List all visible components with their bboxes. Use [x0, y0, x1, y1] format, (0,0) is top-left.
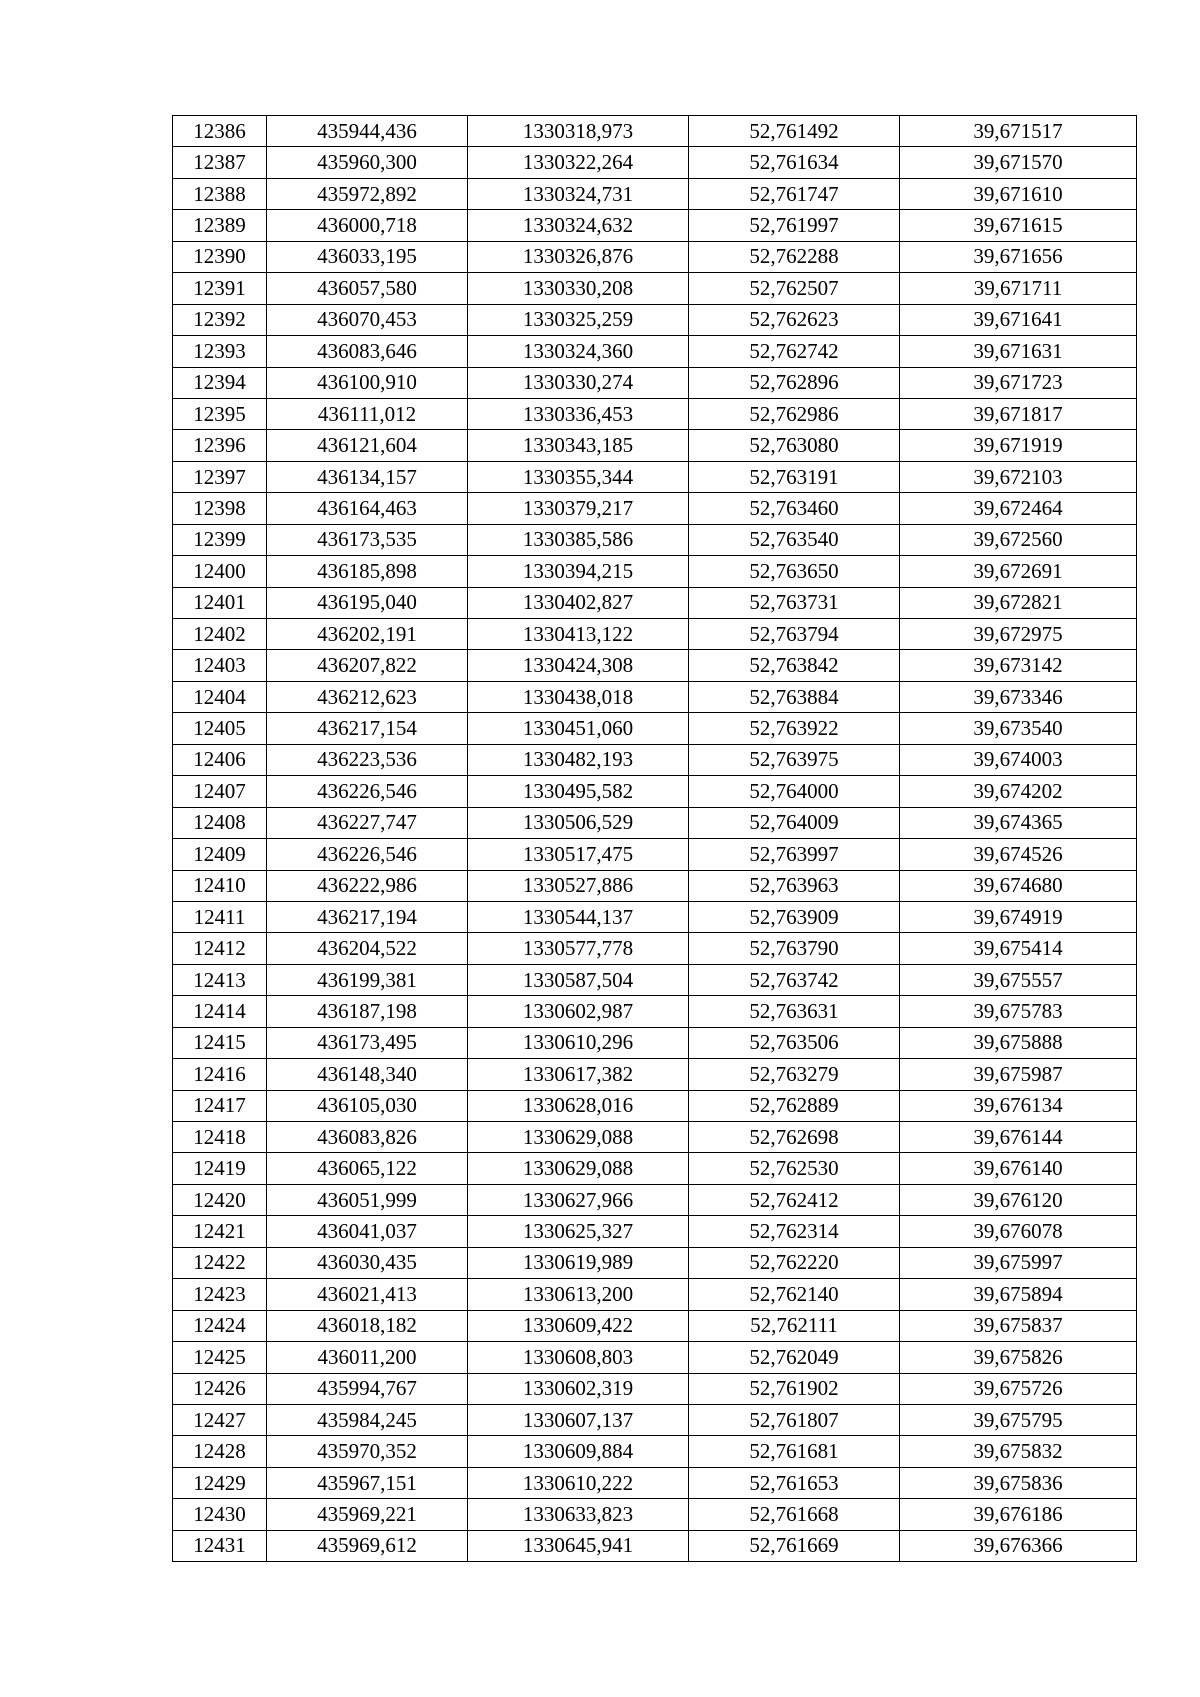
- table-row: [173, 1499, 1137, 1530]
- y-coordinate-cell: 1330625,327: [468, 1216, 689, 1247]
- x-coordinate-cell: 436204,522: [267, 933, 468, 964]
- y-coordinate-cell: 1330602,319: [468, 1373, 689, 1404]
- latitude-cell: 52,763922: [689, 713, 900, 744]
- latitude-cell: 52,762288: [689, 241, 900, 272]
- y-coordinate-cell: 1330495,582: [468, 776, 689, 807]
- x-coordinate-cell: 435969,612: [267, 1530, 468, 1561]
- y-coordinate-cell: 1330385,586: [468, 524, 689, 555]
- longitude-cell: 39,672103: [900, 461, 1137, 492]
- point-number-cell: 12388: [173, 178, 267, 209]
- point-number-cell: 12405: [173, 713, 267, 744]
- latitude-cell: 52,762507: [689, 273, 900, 304]
- table-row: [173, 461, 1137, 492]
- y-coordinate-cell: 1330517,475: [468, 839, 689, 870]
- point-number-cell: 12400: [173, 556, 267, 587]
- longitude-cell: 39,673142: [900, 650, 1137, 681]
- longitude-cell: 39,672821: [900, 587, 1137, 618]
- x-coordinate-cell: 435994,767: [267, 1373, 468, 1404]
- point-number-cell: 12393: [173, 336, 267, 367]
- longitude-cell: 39,673346: [900, 681, 1137, 712]
- x-coordinate-cell: 436134,157: [267, 461, 468, 492]
- table-row: [173, 1404, 1137, 1435]
- y-coordinate-cell: 1330607,137: [468, 1404, 689, 1435]
- y-coordinate-cell: 1330527,886: [468, 870, 689, 901]
- point-number-cell: 12387: [173, 147, 267, 178]
- y-coordinate-cell: 1330451,060: [468, 713, 689, 744]
- point-number-cell: 12408: [173, 807, 267, 838]
- latitude-cell: 52,763742: [689, 964, 900, 995]
- point-number-cell: 12425: [173, 1342, 267, 1373]
- table-row: [173, 1310, 1137, 1341]
- latitude-cell: 52,762698: [689, 1122, 900, 1153]
- coordinate-table-body: [173, 116, 1137, 1562]
- y-coordinate-cell: 1330343,185: [468, 430, 689, 461]
- latitude-cell: 52,761492: [689, 116, 900, 147]
- table-row: [173, 807, 1137, 838]
- latitude-cell: 52,762412: [689, 1184, 900, 1215]
- x-coordinate-cell: 436217,154: [267, 713, 468, 744]
- latitude-cell: 52,763909: [689, 901, 900, 932]
- table-row: [173, 996, 1137, 1027]
- table-row: [173, 1216, 1137, 1247]
- y-coordinate-cell: 1330617,382: [468, 1059, 689, 1090]
- latitude-cell: 52,761668: [689, 1499, 900, 1530]
- x-coordinate-cell: 436227,747: [267, 807, 468, 838]
- point-number-cell: 12395: [173, 398, 267, 429]
- point-number-cell: 12411: [173, 901, 267, 932]
- longitude-cell: 39,675783: [900, 996, 1137, 1027]
- longitude-cell: 39,674919: [900, 901, 1137, 932]
- longitude-cell: 39,671817: [900, 398, 1137, 429]
- y-coordinate-cell: 1330318,973: [468, 116, 689, 147]
- table-row: [173, 1436, 1137, 1467]
- x-coordinate-cell: 435969,221: [267, 1499, 468, 1530]
- longitude-cell: 39,676078: [900, 1216, 1137, 1247]
- latitude-cell: 52,761653: [689, 1467, 900, 1498]
- longitude-cell: 39,675795: [900, 1404, 1137, 1435]
- latitude-cell: 52,763997: [689, 839, 900, 870]
- x-coordinate-cell: 436202,191: [267, 619, 468, 650]
- x-coordinate-cell: 436223,536: [267, 744, 468, 775]
- latitude-cell: 52,763884: [689, 681, 900, 712]
- x-coordinate-cell: 436226,546: [267, 776, 468, 807]
- y-coordinate-cell: 1330482,193: [468, 744, 689, 775]
- latitude-cell: 52,763080: [689, 430, 900, 461]
- latitude-cell: 52,761997: [689, 210, 900, 241]
- x-coordinate-cell: 436030,435: [267, 1247, 468, 1278]
- longitude-cell: 39,671610: [900, 178, 1137, 209]
- table-row: [173, 430, 1137, 461]
- x-coordinate-cell: 436217,194: [267, 901, 468, 932]
- longitude-cell: 39,675414: [900, 933, 1137, 964]
- point-number-cell: 12421: [173, 1216, 267, 1247]
- table-row: [173, 650, 1137, 681]
- y-coordinate-cell: 1330544,137: [468, 901, 689, 932]
- latitude-cell: 52,762986: [689, 398, 900, 429]
- y-coordinate-cell: 1330619,989: [468, 1247, 689, 1278]
- longitude-cell: 39,675836: [900, 1467, 1137, 1498]
- point-number-cell: 12390: [173, 241, 267, 272]
- latitude-cell: 52,762530: [689, 1153, 900, 1184]
- latitude-cell: 52,763631: [689, 996, 900, 1027]
- latitude-cell: 52,763540: [689, 524, 900, 555]
- x-coordinate-cell: 436207,822: [267, 650, 468, 681]
- longitude-cell: 39,674365: [900, 807, 1137, 838]
- point-number-cell: 12428: [173, 1436, 267, 1467]
- longitude-cell: 39,671723: [900, 367, 1137, 398]
- latitude-cell: 52,763790: [689, 933, 900, 964]
- x-coordinate-cell: 435970,352: [267, 1436, 468, 1467]
- table-row: [173, 241, 1137, 272]
- latitude-cell: 52,762889: [689, 1090, 900, 1121]
- y-coordinate-cell: 1330394,215: [468, 556, 689, 587]
- table-row: [173, 556, 1137, 587]
- x-coordinate-cell: 435960,300: [267, 147, 468, 178]
- x-coordinate-cell: 436111,012: [267, 398, 468, 429]
- latitude-cell: 52,762742: [689, 336, 900, 367]
- x-coordinate-cell: 436021,413: [267, 1279, 468, 1310]
- x-coordinate-cell: 436033,195: [267, 241, 468, 272]
- x-coordinate-cell: 436173,495: [267, 1027, 468, 1058]
- point-number-cell: 12430: [173, 1499, 267, 1530]
- latitude-cell: 52,763731: [689, 587, 900, 618]
- x-coordinate-cell: 436148,340: [267, 1059, 468, 1090]
- table-row: [173, 524, 1137, 555]
- latitude-cell: 52,763279: [689, 1059, 900, 1090]
- latitude-cell: 52,762314: [689, 1216, 900, 1247]
- latitude-cell: 52,764009: [689, 807, 900, 838]
- longitude-cell: 39,671631: [900, 336, 1137, 367]
- longitude-cell: 39,675557: [900, 964, 1137, 995]
- longitude-cell: 39,675832: [900, 1436, 1137, 1467]
- y-coordinate-cell: 1330324,731: [468, 178, 689, 209]
- y-coordinate-cell: 1330330,208: [468, 273, 689, 304]
- y-coordinate-cell: 1330602,987: [468, 996, 689, 1027]
- y-coordinate-cell: 1330628,016: [468, 1090, 689, 1121]
- x-coordinate-cell: 436105,030: [267, 1090, 468, 1121]
- point-number-cell: 12396: [173, 430, 267, 461]
- table-row: [173, 1279, 1137, 1310]
- table-row: [173, 116, 1137, 147]
- y-coordinate-cell: 1330379,217: [468, 493, 689, 524]
- y-coordinate-cell: 1330610,296: [468, 1027, 689, 1058]
- latitude-cell: 52,763506: [689, 1027, 900, 1058]
- latitude-cell: 52,763963: [689, 870, 900, 901]
- latitude-cell: 52,763650: [689, 556, 900, 587]
- coordinate-table: [172, 115, 1137, 1562]
- longitude-cell: 39,675997: [900, 1247, 1137, 1278]
- x-coordinate-cell: 436212,623: [267, 681, 468, 712]
- y-coordinate-cell: 1330613,200: [468, 1279, 689, 1310]
- x-coordinate-cell: 436083,826: [267, 1122, 468, 1153]
- table-row: [173, 1247, 1137, 1278]
- point-number-cell: 12410: [173, 870, 267, 901]
- point-number-cell: 12416: [173, 1059, 267, 1090]
- latitude-cell: 52,763842: [689, 650, 900, 681]
- longitude-cell: 39,675987: [900, 1059, 1137, 1090]
- table-row: [173, 681, 1137, 712]
- point-number-cell: 12402: [173, 619, 267, 650]
- longitude-cell: 39,672975: [900, 619, 1137, 650]
- y-coordinate-cell: 1330326,876: [468, 241, 689, 272]
- longitude-cell: 39,676186: [900, 1499, 1137, 1530]
- x-coordinate-cell: 436083,646: [267, 336, 468, 367]
- point-number-cell: 12423: [173, 1279, 267, 1310]
- longitude-cell: 39,672560: [900, 524, 1137, 555]
- latitude-cell: 52,762220: [689, 1247, 900, 1278]
- table-row: [173, 1530, 1137, 1561]
- point-number-cell: 12398: [173, 493, 267, 524]
- point-number-cell: 12404: [173, 681, 267, 712]
- table-row: [173, 273, 1137, 304]
- table-row: [173, 713, 1137, 744]
- table-row: [173, 1090, 1137, 1121]
- point-number-cell: 12431: [173, 1530, 267, 1561]
- longitude-cell: 39,674202: [900, 776, 1137, 807]
- x-coordinate-cell: 436173,535: [267, 524, 468, 555]
- table-row: [173, 964, 1137, 995]
- x-coordinate-cell: 436187,198: [267, 996, 468, 1027]
- table-row: [173, 870, 1137, 901]
- x-coordinate-cell: 436051,999: [267, 1184, 468, 1215]
- point-number-cell: 12419: [173, 1153, 267, 1184]
- table-row: [173, 839, 1137, 870]
- y-coordinate-cell: 1330633,823: [468, 1499, 689, 1530]
- point-number-cell: 12412: [173, 933, 267, 964]
- point-number-cell: 12409: [173, 839, 267, 870]
- y-coordinate-cell: 1330424,308: [468, 650, 689, 681]
- point-number-cell: 12389: [173, 210, 267, 241]
- longitude-cell: 39,672691: [900, 556, 1137, 587]
- table-row: [173, 304, 1137, 335]
- point-number-cell: 12403: [173, 650, 267, 681]
- table-row: [173, 398, 1137, 429]
- x-coordinate-cell: 436226,546: [267, 839, 468, 870]
- latitude-cell: 52,761747: [689, 178, 900, 209]
- y-coordinate-cell: 1330506,529: [468, 807, 689, 838]
- table-row: [173, 776, 1137, 807]
- y-coordinate-cell: 1330577,778: [468, 933, 689, 964]
- latitude-cell: 52,762623: [689, 304, 900, 335]
- point-number-cell: 12399: [173, 524, 267, 555]
- longitude-cell: 39,671615: [900, 210, 1137, 241]
- table-row: [173, 493, 1137, 524]
- y-coordinate-cell: 1330325,259: [468, 304, 689, 335]
- point-number-cell: 12418: [173, 1122, 267, 1153]
- longitude-cell: 39,671919: [900, 430, 1137, 461]
- longitude-cell: 39,671656: [900, 241, 1137, 272]
- table-row: [173, 1122, 1137, 1153]
- x-coordinate-cell: 436057,580: [267, 273, 468, 304]
- x-coordinate-cell: 436199,381: [267, 964, 468, 995]
- latitude-cell: 52,761681: [689, 1436, 900, 1467]
- table-row: [173, 1027, 1137, 1058]
- x-coordinate-cell: 436070,453: [267, 304, 468, 335]
- point-number-cell: 12426: [173, 1373, 267, 1404]
- longitude-cell: 39,676144: [900, 1122, 1137, 1153]
- longitude-cell: 39,673540: [900, 713, 1137, 744]
- table-row: [173, 901, 1137, 932]
- y-coordinate-cell: 1330609,422: [468, 1310, 689, 1341]
- longitude-cell: 39,675726: [900, 1373, 1137, 1404]
- point-number-cell: 12420: [173, 1184, 267, 1215]
- y-coordinate-cell: 1330355,344: [468, 461, 689, 492]
- point-number-cell: 12391: [173, 273, 267, 304]
- table-row: [173, 367, 1137, 398]
- longitude-cell: 39,676134: [900, 1090, 1137, 1121]
- x-coordinate-cell: 436041,037: [267, 1216, 468, 1247]
- y-coordinate-cell: 1330627,966: [468, 1184, 689, 1215]
- x-coordinate-cell: 436065,122: [267, 1153, 468, 1184]
- longitude-cell: 39,675837: [900, 1310, 1137, 1341]
- latitude-cell: 52,763191: [689, 461, 900, 492]
- point-number-cell: 12429: [173, 1467, 267, 1498]
- x-coordinate-cell: 435944,436: [267, 116, 468, 147]
- y-coordinate-cell: 1330629,088: [468, 1122, 689, 1153]
- longitude-cell: 39,676120: [900, 1184, 1137, 1215]
- y-coordinate-cell: 1330608,803: [468, 1342, 689, 1373]
- point-number-cell: 12401: [173, 587, 267, 618]
- longitude-cell: 39,675894: [900, 1279, 1137, 1310]
- x-coordinate-cell: 436018,182: [267, 1310, 468, 1341]
- table-row: [173, 1373, 1137, 1404]
- longitude-cell: 39,671641: [900, 304, 1137, 335]
- longitude-cell: 39,674526: [900, 839, 1137, 870]
- y-coordinate-cell: 1330629,088: [468, 1153, 689, 1184]
- x-coordinate-cell: 436164,463: [267, 493, 468, 524]
- x-coordinate-cell: 436121,604: [267, 430, 468, 461]
- point-number-cell: 12422: [173, 1247, 267, 1278]
- y-coordinate-cell: 1330645,941: [468, 1530, 689, 1561]
- latitude-cell: 52,762049: [689, 1342, 900, 1373]
- longitude-cell: 39,674680: [900, 870, 1137, 901]
- longitude-cell: 39,671711: [900, 273, 1137, 304]
- table-row: [173, 1467, 1137, 1498]
- table-row: [173, 178, 1137, 209]
- table-row: [173, 1184, 1137, 1215]
- point-number-cell: 12417: [173, 1090, 267, 1121]
- table-row: [173, 619, 1137, 650]
- y-coordinate-cell: 1330587,504: [468, 964, 689, 995]
- latitude-cell: 52,762896: [689, 367, 900, 398]
- table-row: [173, 147, 1137, 178]
- longitude-cell: 39,671517: [900, 116, 1137, 147]
- latitude-cell: 52,762111: [689, 1310, 900, 1341]
- latitude-cell: 52,763460: [689, 493, 900, 524]
- longitude-cell: 39,676140: [900, 1153, 1137, 1184]
- x-coordinate-cell: 436000,718: [267, 210, 468, 241]
- table-row: [173, 336, 1137, 367]
- y-coordinate-cell: 1330336,453: [468, 398, 689, 429]
- table-row: [173, 744, 1137, 775]
- y-coordinate-cell: 1330609,884: [468, 1436, 689, 1467]
- x-coordinate-cell: 436100,910: [267, 367, 468, 398]
- latitude-cell: 52,763975: [689, 744, 900, 775]
- point-number-cell: 12397: [173, 461, 267, 492]
- point-number-cell: 12424: [173, 1310, 267, 1341]
- table-row: [173, 587, 1137, 618]
- y-coordinate-cell: 1330413,122: [468, 619, 689, 650]
- latitude-cell: 52,764000: [689, 776, 900, 807]
- y-coordinate-cell: 1330330,274: [468, 367, 689, 398]
- x-coordinate-cell: 436222,986: [267, 870, 468, 901]
- y-coordinate-cell: 1330324,632: [468, 210, 689, 241]
- longitude-cell: 39,671570: [900, 147, 1137, 178]
- longitude-cell: 39,676366: [900, 1530, 1137, 1561]
- point-number-cell: 12427: [173, 1404, 267, 1435]
- latitude-cell: 52,761902: [689, 1373, 900, 1404]
- latitude-cell: 52,763794: [689, 619, 900, 650]
- x-coordinate-cell: 435967,151: [267, 1467, 468, 1498]
- longitude-cell: 39,675826: [900, 1342, 1137, 1373]
- longitude-cell: 39,674003: [900, 744, 1137, 775]
- latitude-cell: 52,761669: [689, 1530, 900, 1561]
- point-number-cell: 12386: [173, 116, 267, 147]
- point-number-cell: 12394: [173, 367, 267, 398]
- point-number-cell: 12407: [173, 776, 267, 807]
- y-coordinate-cell: 1330438,018: [468, 681, 689, 712]
- y-coordinate-cell: 1330324,360: [468, 336, 689, 367]
- table-row: [173, 1342, 1137, 1373]
- point-number-cell: 12415: [173, 1027, 267, 1058]
- point-number-cell: 12406: [173, 744, 267, 775]
- latitude-cell: 52,762140: [689, 1279, 900, 1310]
- y-coordinate-cell: 1330610,222: [468, 1467, 689, 1498]
- x-coordinate-cell: 436011,200: [267, 1342, 468, 1373]
- y-coordinate-cell: 1330322,264: [468, 147, 689, 178]
- point-number-cell: 12413: [173, 964, 267, 995]
- longitude-cell: 39,675888: [900, 1027, 1137, 1058]
- longitude-cell: 39,672464: [900, 493, 1137, 524]
- table-row: [173, 1153, 1137, 1184]
- table-row: [173, 933, 1137, 964]
- point-number-cell: 12392: [173, 304, 267, 335]
- latitude-cell: 52,761807: [689, 1404, 900, 1435]
- latitude-cell: 52,761634: [689, 147, 900, 178]
- table-row: [173, 1059, 1137, 1090]
- x-coordinate-cell: 436195,040: [267, 587, 468, 618]
- x-coordinate-cell: 436185,898: [267, 556, 468, 587]
- x-coordinate-cell: 435984,245: [267, 1404, 468, 1435]
- x-coordinate-cell: 435972,892: [267, 178, 468, 209]
- point-number-cell: 12414: [173, 996, 267, 1027]
- y-coordinate-cell: 1330402,827: [468, 587, 689, 618]
- table-row: [173, 210, 1137, 241]
